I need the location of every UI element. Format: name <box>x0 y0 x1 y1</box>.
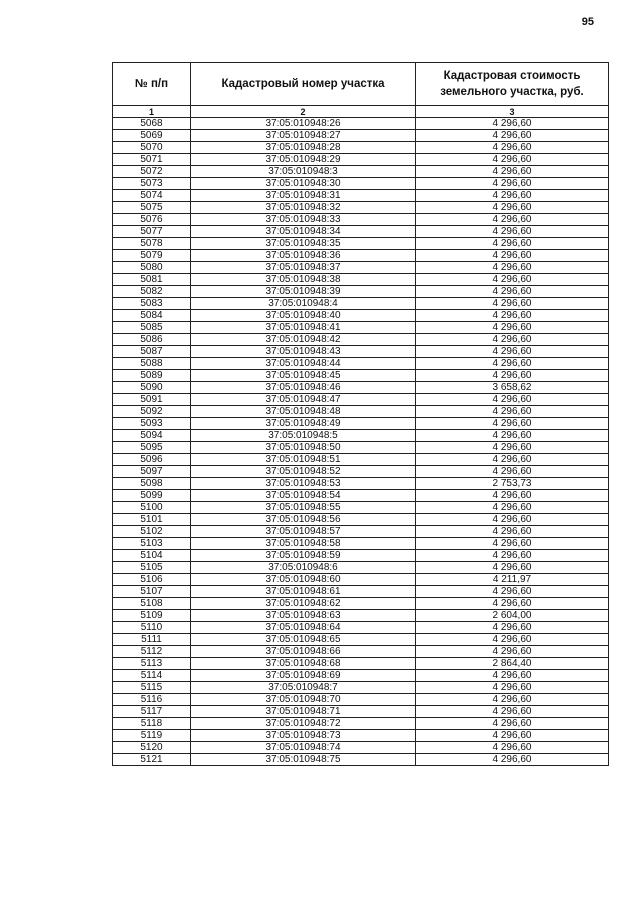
row-number-cell: 5103 <box>113 538 191 550</box>
cadastral-number-cell: 37:05:010948:63 <box>191 610 416 622</box>
cadastral-number-cell: 37:05:010948:46 <box>191 382 416 394</box>
column-number: 2 <box>191 106 416 118</box>
table-row <box>113 514 609 526</box>
cadastral-value-cell: 2 864,40 <box>416 658 609 670</box>
row-number-cell: 5082 <box>113 286 191 298</box>
row-number-cell: 5085 <box>113 322 191 334</box>
cadastral-number-cell: 37:05:010948:68 <box>191 658 416 670</box>
header-row <box>113 63 609 106</box>
cadastral-value-cell: 4 296,60 <box>416 370 609 382</box>
row-number-cell: 5093 <box>113 418 191 430</box>
row-number-cell: 5120 <box>113 742 191 754</box>
cadastral-number-cell: 37:05:010948:71 <box>191 706 416 718</box>
table-row <box>113 250 609 262</box>
cadastral-value-cell: 2 604,00 <box>416 610 609 622</box>
cadastral-value-cell: 4 296,60 <box>416 322 609 334</box>
cadastral-value-cell: 4 296,60 <box>416 598 609 610</box>
table-row <box>113 634 609 646</box>
cadastral-value-cell: 4 296,60 <box>416 214 609 226</box>
cadastral-number-cell: 37:05:010948:30 <box>191 178 416 190</box>
row-number-cell: 5114 <box>113 670 191 682</box>
table-row <box>113 418 609 430</box>
table-row <box>113 610 609 622</box>
row-number-cell: 5090 <box>113 382 191 394</box>
cadastral-value-cell: 4 296,60 <box>416 670 609 682</box>
cadastral-value-cell: 4 296,60 <box>416 226 609 238</box>
cadastral-number-cell: 37:05:010948:34 <box>191 226 416 238</box>
cadastral-number-cell: 37:05:010948:56 <box>191 514 416 526</box>
cadastral-number-cell: 37:05:010948:32 <box>191 202 416 214</box>
cadastral-value-cell: 4 296,60 <box>416 742 609 754</box>
cadastral-number-cell: 37:05:010948:7 <box>191 682 416 694</box>
header-cadastral-value: Кадастровая стоимость земельного участка, руб. <box>416 63 609 106</box>
cadastral-value-cell: 4 296,60 <box>416 430 609 442</box>
cadastral-number-cell: 37:05:010948:65 <box>191 634 416 646</box>
table-row <box>113 598 609 610</box>
row-number-cell: 5077 <box>113 226 191 238</box>
column-number-row <box>113 106 609 118</box>
cadastral-value-cell: 4 296,60 <box>416 718 609 730</box>
table-row <box>113 118 609 130</box>
table-row <box>113 706 609 718</box>
row-number-cell: 5113 <box>113 658 191 670</box>
cadastral-number-cell: 37:05:010948:66 <box>191 646 416 658</box>
cadastral-number-cell: 37:05:010948:59 <box>191 550 416 562</box>
row-number-cell: 5107 <box>113 586 191 598</box>
cadastral-value-cell: 4 296,60 <box>416 406 609 418</box>
cadastral-value-cell: 4 296,60 <box>416 694 609 706</box>
column-number: 3 <box>416 106 609 118</box>
row-number-cell: 5092 <box>113 406 191 418</box>
cadastral-value-cell: 4 296,60 <box>416 586 609 598</box>
row-number-cell: 5074 <box>113 190 191 202</box>
cadastral-value-cell: 4 296,60 <box>416 646 609 658</box>
cadastral-value-cell: 4 296,60 <box>416 562 609 574</box>
cadastral-value-cell: 4 296,60 <box>416 550 609 562</box>
cadastral-number-cell: 37:05:010948:26 <box>191 118 416 130</box>
table-row <box>113 754 609 766</box>
cadastral-value-cell: 4 296,60 <box>416 118 609 130</box>
cadastral-number-cell: 37:05:010948:33 <box>191 214 416 226</box>
cadastral-number-cell: 37:05:010948:29 <box>191 154 416 166</box>
row-number-cell: 5076 <box>113 214 191 226</box>
cadastral-value-cell: 4 296,60 <box>416 238 609 250</box>
cadastral-value-cell: 4 296,60 <box>416 466 609 478</box>
row-number-cell: 5071 <box>113 154 191 166</box>
row-number-cell: 5121 <box>113 754 191 766</box>
cadastral-value-cell: 4 296,60 <box>416 454 609 466</box>
cadastral-value-cell: 4 296,60 <box>416 346 609 358</box>
cadastral-value-cell: 4 296,60 <box>416 622 609 634</box>
table-row <box>113 586 609 598</box>
cadastral-number-cell: 37:05:010948:50 <box>191 442 416 454</box>
row-number-cell: 5084 <box>113 310 191 322</box>
cadastral-number-cell: 37:05:010948:62 <box>191 598 416 610</box>
cadastral-value-cell: 4 296,60 <box>416 538 609 550</box>
cadastral-value-cell: 2 753,73 <box>416 478 609 490</box>
table-row <box>113 358 609 370</box>
row-number-cell: 5088 <box>113 358 191 370</box>
row-number-cell: 5083 <box>113 298 191 310</box>
table-row <box>113 178 609 190</box>
table-row <box>113 370 609 382</box>
header-cadastral-number: Кадастровый номер участка <box>191 63 416 106</box>
cadastral-number-cell: 37:05:010948:49 <box>191 418 416 430</box>
table-row <box>113 226 609 238</box>
table-row <box>113 490 609 502</box>
table-row <box>113 718 609 730</box>
cadastral-value-cell: 4 296,60 <box>416 754 609 766</box>
cadastral-number-cell: 37:05:010948:54 <box>191 490 416 502</box>
row-number-cell: 5117 <box>113 706 191 718</box>
page-number: 95 <box>581 16 594 28</box>
cadastral-number-cell: 37:05:010948:43 <box>191 346 416 358</box>
cadastral-number-cell: 37:05:010948:58 <box>191 538 416 550</box>
cadastral-number-cell: 37:05:010948:55 <box>191 502 416 514</box>
table-row <box>113 466 609 478</box>
row-number-cell: 5080 <box>113 262 191 274</box>
table-row <box>113 334 609 346</box>
cadastral-value-cell: 4 296,60 <box>416 310 609 322</box>
table-row <box>113 238 609 250</box>
row-number-cell: 5091 <box>113 394 191 406</box>
row-number-cell: 5087 <box>113 346 191 358</box>
row-number-cell: 5069 <box>113 130 191 142</box>
column-number: 1 <box>113 106 191 118</box>
cadastral-number-cell: 37:05:010948:3 <box>191 166 416 178</box>
cadastral-value-cell: 4 296,60 <box>416 706 609 718</box>
cadastral-number-cell: 37:05:010948:73 <box>191 730 416 742</box>
cadastral-value-cell: 4 296,60 <box>416 130 609 142</box>
cadastral-number-cell: 37:05:010948:51 <box>191 454 416 466</box>
table-row <box>113 406 609 418</box>
cadastral-number-cell: 37:05:010948:53 <box>191 478 416 490</box>
row-number-cell: 5118 <box>113 718 191 730</box>
cadastral-value-cell: 4 296,60 <box>416 394 609 406</box>
row-number-cell: 5094 <box>113 430 191 442</box>
cadastral-value-cell: 4 296,60 <box>416 142 609 154</box>
row-number-cell: 5109 <box>113 610 191 622</box>
table-row <box>113 346 609 358</box>
table-row <box>113 154 609 166</box>
row-number-cell: 5112 <box>113 646 191 658</box>
cadastral-value-cell: 4 211,97 <box>416 574 609 586</box>
cadastral-number-cell: 37:05:010948:36 <box>191 250 416 262</box>
table-row <box>113 682 609 694</box>
cadastral-number-cell: 37:05:010948:72 <box>191 718 416 730</box>
cadastral-value-cell: 4 296,60 <box>416 202 609 214</box>
table-row <box>113 394 609 406</box>
row-number-cell: 5116 <box>113 694 191 706</box>
table-row <box>113 262 609 274</box>
row-number-cell: 5075 <box>113 202 191 214</box>
row-number-cell: 5097 <box>113 466 191 478</box>
row-number-cell: 5099 <box>113 490 191 502</box>
row-number-cell: 5078 <box>113 238 191 250</box>
cadastral-number-cell: 37:05:010948:35 <box>191 238 416 250</box>
table-row <box>113 286 609 298</box>
row-number-cell: 5108 <box>113 598 191 610</box>
cadastral-number-cell: 37:05:010948:38 <box>191 274 416 286</box>
cadastral-value-cell: 4 296,60 <box>416 286 609 298</box>
cadastral-number-cell: 37:05:010948:61 <box>191 586 416 598</box>
cadastral-value-cell: 4 296,60 <box>416 262 609 274</box>
table-row <box>113 502 609 514</box>
row-number-cell: 5089 <box>113 370 191 382</box>
header-num: № п/п <box>113 63 191 106</box>
cadastral-value-cell: 4 296,60 <box>416 154 609 166</box>
table-row <box>113 322 609 334</box>
table-row <box>113 298 609 310</box>
cadastral-value-cell: 4 296,60 <box>416 358 609 370</box>
table-row <box>113 202 609 214</box>
table-row <box>113 742 609 754</box>
cadastral-value-cell: 4 296,60 <box>416 298 609 310</box>
cadastral-number-cell: 37:05:010948:31 <box>191 190 416 202</box>
table-row <box>113 166 609 178</box>
table-row <box>113 430 609 442</box>
table-row <box>113 130 609 142</box>
table-row <box>113 622 609 634</box>
table-row <box>113 562 609 574</box>
row-number-cell: 5079 <box>113 250 191 262</box>
row-number-cell: 5111 <box>113 634 191 646</box>
cadastral-number-cell: 37:05:010948:64 <box>191 622 416 634</box>
cadastral-number-cell: 37:05:010948:44 <box>191 358 416 370</box>
cadastral-number-cell: 37:05:010948:42 <box>191 334 416 346</box>
row-number-cell: 5086 <box>113 334 191 346</box>
cadastral-number-cell: 37:05:010948:60 <box>191 574 416 586</box>
table-row <box>113 274 609 286</box>
table-row <box>113 670 609 682</box>
cadastral-number-cell: 37:05:010948:39 <box>191 286 416 298</box>
table-row <box>113 694 609 706</box>
cadastral-number-cell: 37:05:010948:57 <box>191 526 416 538</box>
row-number-cell: 5104 <box>113 550 191 562</box>
table-row <box>113 382 609 394</box>
cadastral-number-cell: 37:05:010948:6 <box>191 562 416 574</box>
row-number-cell: 5068 <box>113 118 191 130</box>
cadastral-number-cell: 37:05:010948:75 <box>191 754 416 766</box>
row-number-cell: 5119 <box>113 730 191 742</box>
row-number-cell: 5073 <box>113 178 191 190</box>
row-number-cell: 5095 <box>113 442 191 454</box>
table-row <box>113 550 609 562</box>
row-number-cell: 5110 <box>113 622 191 634</box>
cadastral-number-cell: 37:05:010948:4 <box>191 298 416 310</box>
cadastral-value-cell: 4 296,60 <box>416 178 609 190</box>
cadastral-number-cell: 37:05:010948:28 <box>191 142 416 154</box>
cadastral-value-cell: 4 296,60 <box>416 250 609 262</box>
table-row <box>113 730 609 742</box>
row-number-cell: 5106 <box>113 574 191 586</box>
row-number-cell: 5096 <box>113 454 191 466</box>
table-row <box>113 310 609 322</box>
table-row <box>113 142 609 154</box>
row-number-cell: 5102 <box>113 526 191 538</box>
cadastral-number-cell: 37:05:010948:69 <box>191 670 416 682</box>
table-row <box>113 526 609 538</box>
cadastral-value-cell: 4 296,60 <box>416 514 609 526</box>
cadastral-number-cell: 37:05:010948:41 <box>191 322 416 334</box>
cadastral-number-cell: 37:05:010948:74 <box>191 742 416 754</box>
cadastral-number-cell: 37:05:010948:70 <box>191 694 416 706</box>
table-row <box>113 454 609 466</box>
cadastral-value-cell: 4 296,60 <box>416 682 609 694</box>
cadastral-value-cell: 4 296,60 <box>416 334 609 346</box>
cadastral-value-cell: 4 296,60 <box>416 526 609 538</box>
table-row <box>113 478 609 490</box>
cadastral-number-cell: 37:05:010948:27 <box>191 130 416 142</box>
row-number-cell: 5101 <box>113 514 191 526</box>
table-row <box>113 190 609 202</box>
row-number-cell: 5105 <box>113 562 191 574</box>
row-number-cell: 5098 <box>113 478 191 490</box>
row-number-cell: 5100 <box>113 502 191 514</box>
table-row <box>113 538 609 550</box>
cadastral-value-cell: 3 658,62 <box>416 382 609 394</box>
table-row <box>113 442 609 454</box>
cadastral-value-cell: 4 296,60 <box>416 418 609 430</box>
table-row <box>113 646 609 658</box>
row-number-cell: 5115 <box>113 682 191 694</box>
table-row <box>113 574 609 586</box>
row-number-cell: 5081 <box>113 274 191 286</box>
table-row <box>113 214 609 226</box>
cadastral-number-cell: 37:05:010948:37 <box>191 262 416 274</box>
cadastral-number-cell: 37:05:010948:40 <box>191 310 416 322</box>
cadastral-value-cell: 4 296,60 <box>416 166 609 178</box>
cadastral-number-cell: 37:05:010948:45 <box>191 370 416 382</box>
cadastral-value-cell: 4 296,60 <box>416 490 609 502</box>
cadastral-number-cell: 37:05:010948:52 <box>191 466 416 478</box>
cadastral-table <box>112 62 609 766</box>
cadastral-value-cell: 4 296,60 <box>416 502 609 514</box>
row-number-cell: 5072 <box>113 166 191 178</box>
table-row <box>113 658 609 670</box>
row-number-cell: 5070 <box>113 142 191 154</box>
cadastral-value-cell: 4 296,60 <box>416 442 609 454</box>
cadastral-value-cell: 4 296,60 <box>416 634 609 646</box>
table-body <box>113 118 609 766</box>
cadastral-number-cell: 37:05:010948:5 <box>191 430 416 442</box>
cadastral-number-cell: 37:05:010948:48 <box>191 406 416 418</box>
cadastral-number-cell: 37:05:010948:47 <box>191 394 416 406</box>
cadastral-value-cell: 4 296,60 <box>416 274 609 286</box>
cadastral-value-cell: 4 296,60 <box>416 730 609 742</box>
cadastral-value-cell: 4 296,60 <box>416 190 609 202</box>
